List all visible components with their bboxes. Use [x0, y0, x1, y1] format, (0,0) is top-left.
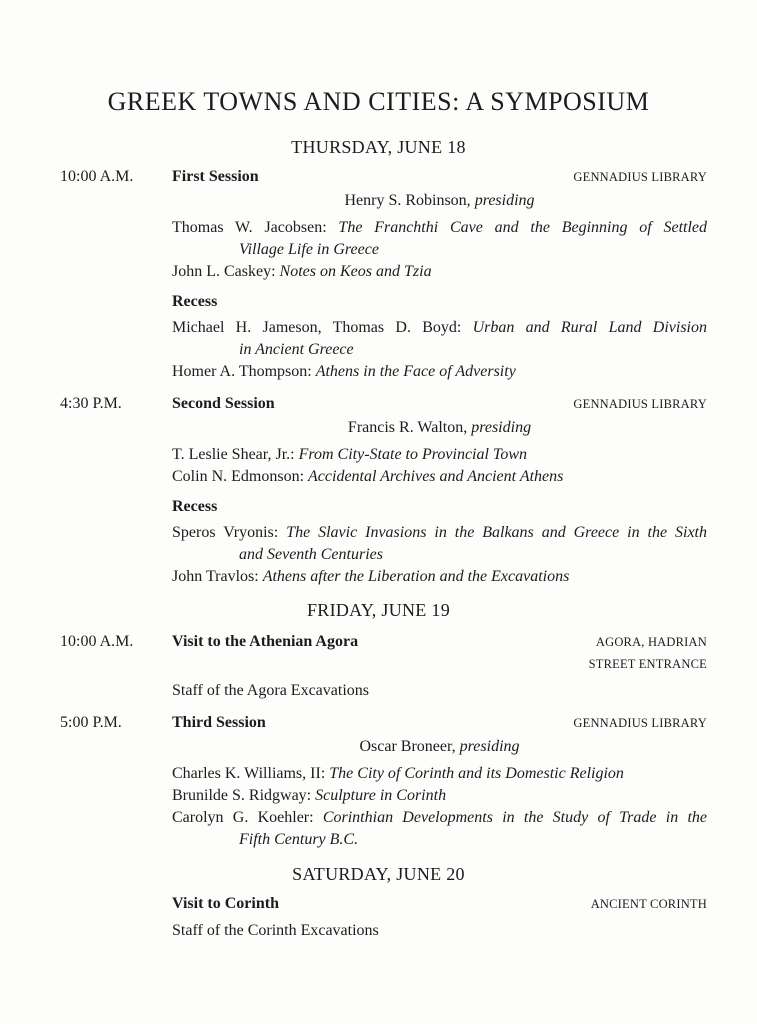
- talk-paper-title: Athens after the Liberation and the Excavations: [262, 568, 570, 585]
- presiding-line: [172, 190, 707, 212]
- event-third-session: [60, 712, 707, 851]
- talk-paper-title-continued: Fifth Century B.C.: [239, 831, 359, 848]
- event-body: [172, 190, 707, 383]
- talk: [172, 361, 707, 383]
- presider-name: Francis R. Walton,: [347, 419, 468, 436]
- talk-speaker: Colin N. Edmonson:: [172, 468, 305, 485]
- presider-role: presiding: [471, 419, 532, 436]
- presiding-line: [172, 736, 707, 758]
- event-time: 4:30 P.M.: [60, 395, 122, 412]
- talk-speaker: Thomas W. Jacobsen:: [172, 219, 327, 236]
- event-time: 10:00 A.M.: [60, 633, 134, 650]
- talk-paper-title: Sculpture in Corinth: [315, 787, 447, 804]
- recess-label: Recess: [172, 293, 218, 310]
- event-header: [60, 712, 707, 734]
- talk-paper-title: Accidental Archives and Ancient Athens: [308, 468, 564, 485]
- talk-paper-title-continued: Village Life in Greece: [239, 241, 379, 258]
- day-thursday: [0, 136, 757, 588]
- talk-paper-title: Athens in the Face of Adversity: [315, 363, 516, 380]
- talk: [172, 807, 707, 851]
- event-header: [60, 893, 707, 915]
- talk: [172, 522, 707, 566]
- event-venue: ANCIENT CORINTH: [590, 897, 707, 911]
- day-heading-saturday: SATURDAY, JUNE 20: [292, 864, 465, 884]
- event-title: Second Session: [172, 395, 275, 412]
- staff-line: Staff of the Corinth Excavations: [172, 922, 379, 939]
- event-body: [172, 736, 707, 851]
- day-heading-friday: FRIDAY, JUNE 19: [306, 600, 451, 620]
- event-venue: [589, 631, 707, 675]
- venue-line: AGORA, HADRIAN: [595, 635, 707, 649]
- talk: [172, 217, 707, 261]
- event-title: Visit to Corinth: [172, 895, 279, 912]
- talk: [172, 785, 707, 807]
- talk-paper-title: Urban and Rural Land Division: [472, 319, 707, 336]
- recess-label: Recess: [172, 498, 218, 515]
- talk-speaker: Brunilde S. Ridgway:: [172, 787, 312, 804]
- talk: [172, 444, 707, 466]
- day-friday: [0, 599, 757, 851]
- talk-paper-title: The Franchthi Cave and the Beginning of Settled: [338, 219, 707, 236]
- talk-paper-title: The City of Corinth and its Domestic Religion: [329, 765, 624, 782]
- talk: [172, 261, 707, 283]
- event-header: [60, 393, 707, 415]
- talk-speaker: Speros Vryonis:: [172, 524, 279, 541]
- event-venue: GENNADIUS LIBRARY: [573, 170, 707, 184]
- talk-speaker: John Travlos:: [172, 568, 259, 585]
- venue-line: STREET ENTRANCE: [588, 657, 707, 671]
- presider-role: presiding: [459, 738, 520, 755]
- event-body: [172, 417, 707, 588]
- talk: [172, 317, 707, 361]
- talk-speaker: Charles K. Williams, II:: [172, 765, 326, 782]
- event-corinth-visit: [60, 893, 707, 942]
- day-heading-thursday: THURSDAY, JUNE 18: [291, 137, 466, 157]
- talk-paper-title: The Slavic Invasions in the Balkans and Greece in the Sixth: [286, 524, 707, 541]
- talk-paper-title: From City-State to Provincial Town: [298, 446, 528, 463]
- staff-line: Staff of the Agora Excavations: [172, 682, 369, 699]
- day-saturday: [0, 863, 757, 942]
- event-agora-visit: [60, 631, 707, 702]
- talk-speaker: Michael H. Jameson, Thomas D. Boyd:: [172, 319, 462, 336]
- event-venue: GENNADIUS LIBRARY: [573, 397, 707, 411]
- presider-name: Oscar Broneer,: [359, 738, 456, 755]
- event-header: [60, 631, 707, 675]
- event-title: Visit to the Athenian Agora: [172, 633, 359, 650]
- event-time: 10:00 A.M.: [60, 168, 134, 185]
- event-title: Third Session: [172, 714, 266, 731]
- event-title: First Session: [172, 168, 259, 185]
- presider-name: Henry S. Robinson,: [344, 192, 471, 209]
- event-header: [60, 166, 707, 188]
- presider-role: presiding: [474, 192, 535, 209]
- talk-speaker: T. Leslie Shear, Jr.:: [172, 446, 295, 463]
- talk-speaker: Homer A. Thompson:: [172, 363, 312, 380]
- event-second-session: [60, 393, 707, 588]
- event-venue: GENNADIUS LIBRARY: [573, 716, 707, 730]
- talk-speaker: John L. Caskey:: [172, 263, 276, 280]
- presiding-line: [172, 417, 707, 439]
- talk: [172, 763, 707, 785]
- talk-paper-title: Notes on Keos and Tzia: [279, 263, 432, 280]
- talk: [172, 466, 707, 488]
- talk-paper-title: Corinthian Developments in the Study of Trade in the: [322, 809, 708, 826]
- talk-paper-title-continued: in Ancient Greece: [239, 341, 354, 358]
- talk-speaker: Carolyn G. Koehler:: [172, 809, 314, 826]
- event-time: 5:00 P.M.: [60, 714, 122, 731]
- talk: [172, 566, 707, 588]
- event-first-session: [60, 166, 707, 383]
- page-title: GREEK TOWNS AND CITIES: A SYMPOSIUM: [107, 87, 650, 116]
- talk-paper-title-continued: and Seventh Centuries: [239, 546, 383, 563]
